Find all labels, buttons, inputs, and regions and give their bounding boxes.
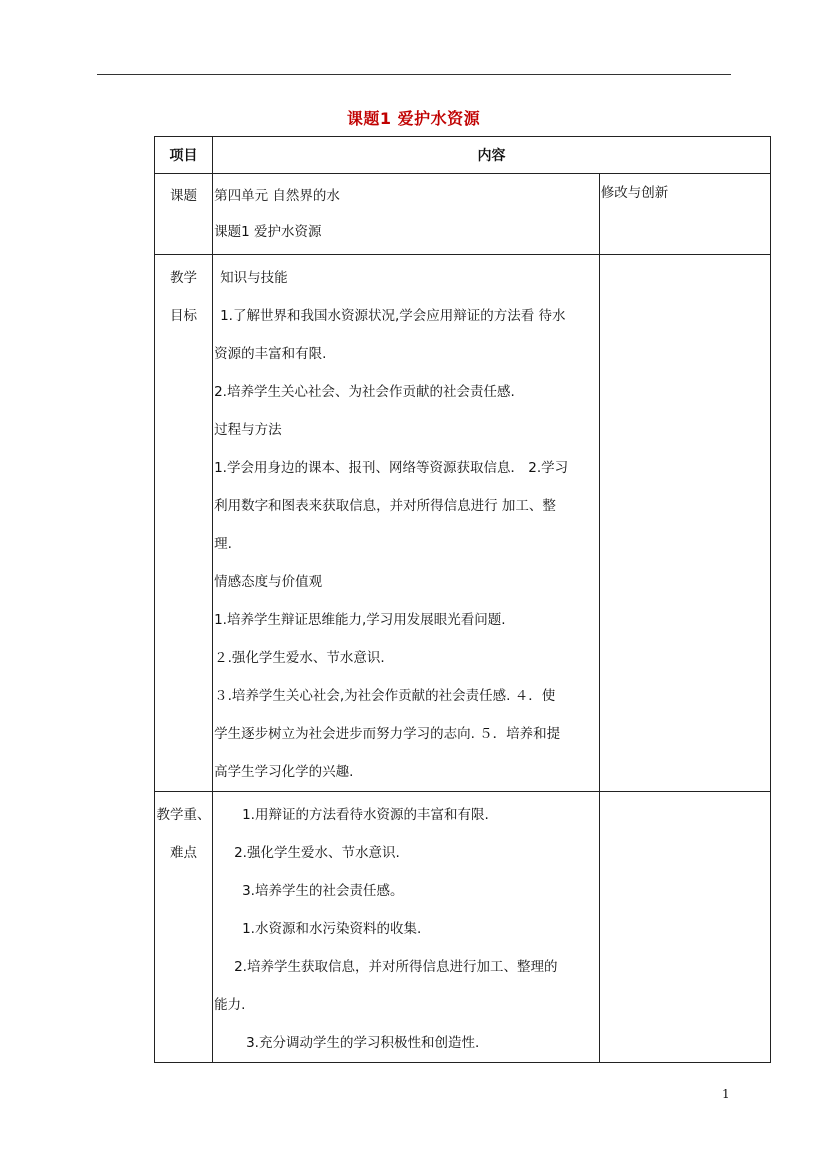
focus-label-line1: 教学重、 (156, 807, 211, 823)
focus-content (213, 792, 600, 1063)
focus-label-line2: 难点 (170, 845, 198, 861)
topic-lesson: 课题1 爱护水资源 (214, 224, 322, 240)
goals-label-line2: 目标 (170, 308, 198, 324)
document-title: 课题1 爱护水资源 (346, 109, 481, 128)
goal-heading-process: 过程与方法 (214, 422, 282, 438)
goal-line: 2.培养学生关心社会、为社会作贡献的社会责任感. (214, 384, 515, 400)
table-header-row (155, 137, 771, 174)
goal-heading-attitude: 情感态度与价值观 (214, 574, 323, 590)
lesson-plan-table (154, 136, 771, 1063)
focus-line: 能力. (214, 997, 246, 1013)
focus-line: 3.培养学生的社会责任感。 (242, 883, 404, 899)
focus-line: 2.培养学生获取信息，并对所得信息进行加工、整理的 (234, 959, 558, 975)
header-rule (97, 74, 731, 75)
goals-row (155, 255, 771, 792)
goal-line: ３.培养学生关心社会,为社会作贡献的社会责任感. ４．使 (214, 688, 556, 704)
focus-line: 1.水资源和水污染资料的收集. (242, 921, 422, 937)
goal-line: 资源的丰富和有限. (214, 346, 327, 362)
topic-content (213, 174, 600, 255)
topic-unit: 第四单元 自然界的水 (214, 188, 340, 204)
goal-line: ２.强化学生爱水、节水意识. (214, 650, 385, 666)
focus-line: 3.充分调动学生的学习积极性和创造性. (246, 1035, 480, 1051)
revision-note: 修改与创新 (599, 174, 770, 255)
goal-heading-knowledge: 知识与技能 (220, 270, 288, 286)
goals-label-line1: 教学 (170, 270, 198, 286)
topic-label: 课题 (155, 174, 213, 255)
topic-row (155, 174, 771, 255)
goals-revision-cell (599, 255, 770, 792)
goal-line: 1.学会用身边的课本、报刊、网络等资源获取信息． 2.学习 (214, 460, 569, 476)
goal-line: 利用数字和图表来获取信息，并对所得信息进行 加工、整 (214, 498, 556, 514)
goals-label (155, 255, 213, 792)
header-content: 内容 (213, 137, 771, 174)
goal-line: 1.了解世界和我国水资源状况,学会应用辩证的方法看 待水 (220, 308, 566, 324)
page-number: 1 (722, 1087, 730, 1101)
header-item: 项目 (155, 137, 213, 174)
focus-line: 2.强化学生爱水、节水意识. (234, 845, 400, 861)
goal-line: 高学生学习化学的兴趣. (214, 764, 354, 780)
focus-line: 1.用辩证的方法看待水资源的丰富和有限. (242, 807, 489, 823)
goal-line: 学生逐步树立为社会进步而努力学习的志向. ５．培养和提 (214, 726, 561, 742)
focus-label (155, 792, 213, 1063)
focus-row (155, 792, 771, 1063)
focus-revision-cell (599, 792, 770, 1063)
goal-line: 理. (214, 536, 232, 552)
goals-content (213, 255, 600, 792)
goal-line: 1.培养学生辩证思维能力,学习用发展眼光看问题. (214, 612, 506, 628)
